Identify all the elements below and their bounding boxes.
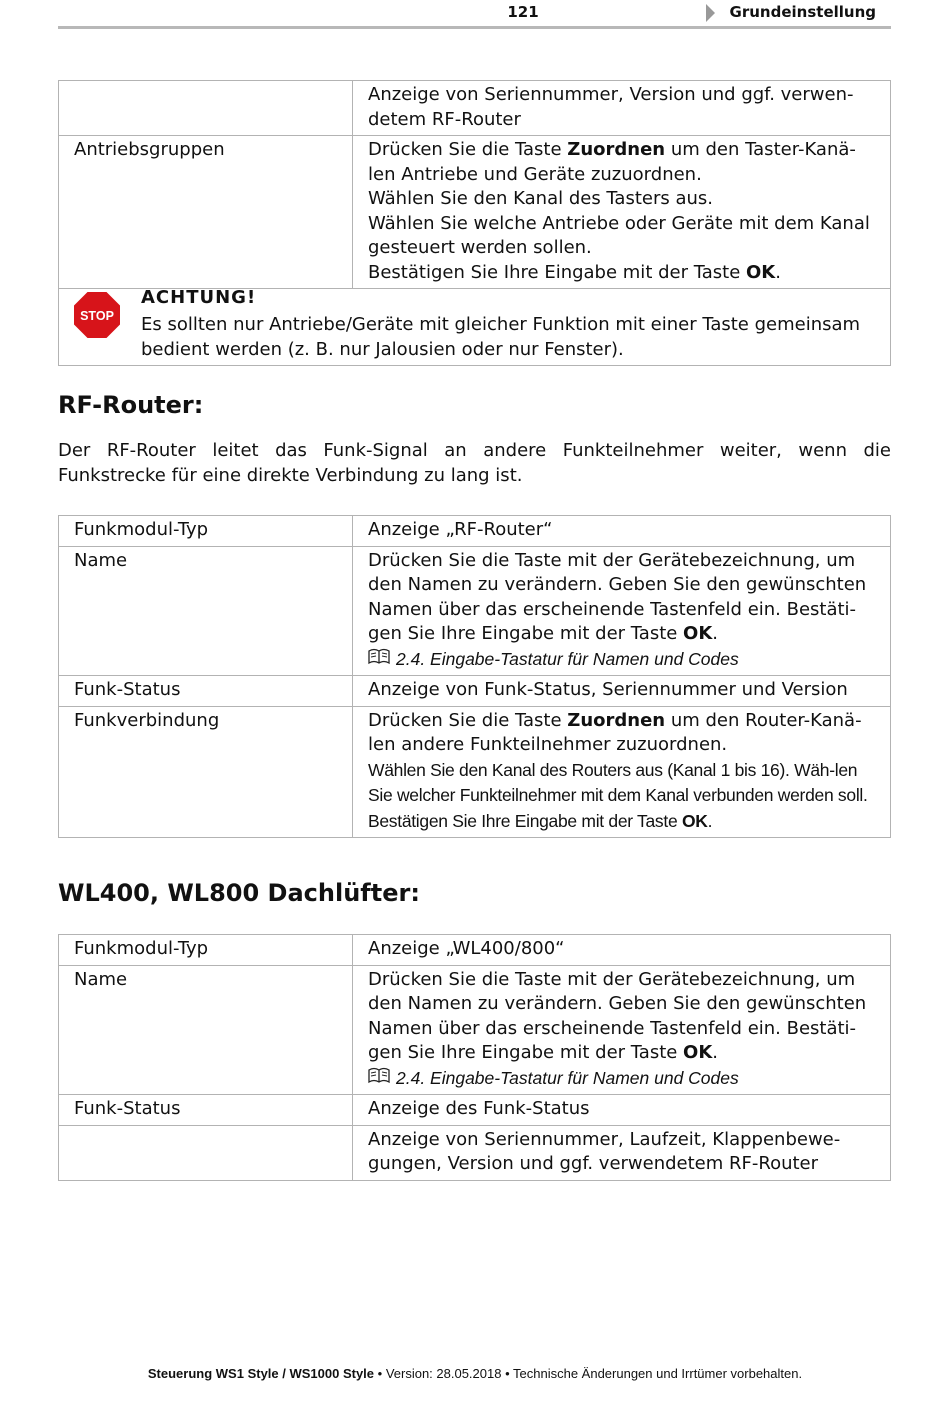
section-arrow-icon [706,4,715,22]
book-icon [368,648,390,665]
table-cell-label: Funkmodul-Typ [59,516,353,547]
wl-heading: WL400, WL800 Dachlüfter: [58,879,420,907]
table-cell-text: Anzeige „WL400/800“ [353,935,891,966]
bold-term: Zuordnen [567,709,666,731]
footer-note: Technische Änderungen und Irrtümer vorbehalten. [513,1366,803,1381]
table-cell-text: Anzeige des Funk-Status [353,1095,891,1126]
footer-separator: • [501,1366,514,1381]
drive-groups-table [58,80,891,289]
table-cell-text [353,706,891,838]
table-cell-label: Name [59,965,353,1095]
table-cell-label: Funkmodul-Typ [59,935,353,966]
table-cell-text: Anzeige von Seriennummer, Laufzeit, Klappenbewe-gungen, Version und ggf. verwendetem RF-Router [353,1125,891,1180]
table-cell-label: Funk-Status [59,676,353,707]
table-row [59,965,891,1095]
table-cell-text: Anzeige von Seriennummer, Version und ggf. verwen-detem RF-Router [353,81,891,136]
warning-box [58,286,891,366]
cross-reference-text: 2.4. Eingabe-Tastatur für Namen und Codes [396,1067,739,1088]
warning-text: Es sollten nur Antriebe/Geräte mit gleicher Funktion mit einer Taste gemeinsam bedient werden (z. B. nur Jalousien oder nur Fenster). [141,314,861,360]
section-title: Grundeinstellung [729,3,876,21]
table-row [59,676,891,707]
warning-title: ACHTUNG! [141,287,257,308]
table-cell-label [59,1125,353,1180]
text-run: Bestätigen Sie Ihre Eingabe mit der Taste [368,261,746,283]
text-run: Wählen Sie den Kanal des Routers aus (Kanal 1 bis 16). Wäh-len Sie welcher Funkteilnehmer mit dem Kanal verbunden werden soll. [368,759,868,805]
table-cell-text [353,965,891,1095]
table-cell-text: Anzeige von Funk-Status, Seriennummer und Version [353,676,891,707]
stop-sign-icon [74,292,120,338]
page-footer [0,1366,950,1381]
table-row [59,1125,891,1180]
text-run: Drücken Sie die Taste mit der Gerätebezeichnung, um den Namen zu verändern. Geben Sie den gewünschten Namen über das erscheinende Tastenfeld ein. Bestäti-gen Sie Ihre Eingabe mit der Taste [368,549,867,644]
text-run: . [707,810,713,831]
table-row [59,1095,891,1126]
table-row [59,546,891,676]
text-run: Wählen Sie den Kanal des Tasters aus. [368,188,714,209]
cross-reference-text: 2.4. Eingabe-Tastatur für Namen und Codes [396,648,739,669]
table-row [59,706,891,838]
table-cell-label: Funkverbindung [59,706,353,838]
wl-table [58,934,891,1181]
cross-reference [368,1068,739,1088]
cross-reference [368,649,739,669]
table-cell-label [59,81,353,136]
bold-term: OK [681,810,708,831]
footer-separator: • [374,1366,386,1381]
text-run: . [775,261,781,283]
text-run: Bestätigen Sie Ihre Eingabe mit der Taste [368,810,682,831]
bold-term: OK [683,1042,713,1063]
table-cell-label: Name [59,546,353,676]
table-row [59,81,891,136]
table-row [59,935,891,966]
table-row [59,516,891,547]
stop-sign-label: STOP [80,309,114,323]
table-cell-text [353,546,891,676]
text-run: um den Router-Kanä-len andere Funkteilnehmer zuzuordnen. [368,709,862,755]
text-run: Drücken Sie die Taste [368,709,568,731]
bold-term: OK [746,261,776,283]
footer-product: Steuerung WS1 Style / WS1000 Style [147,1366,375,1381]
table-cell-label: Antriebsgruppen [59,136,353,289]
rf-router-table [58,515,891,838]
text-run: Wählen Sie welche Antriebe oder Geräte mit dem Kanal gesteuert werden sollen. [368,212,870,258]
text-run: . [712,623,719,644]
book-icon [368,1067,390,1084]
rf-router-intro: Der RF-Router leitet das Funk-Signal an andere Funkteilnehmer weiter, wenn die Funkstrecke für eine direkte Verbindung zu lang ist. [58,440,891,486]
text-run: Drücken Sie die Taste [368,139,568,160]
table-row [59,136,891,289]
page-number: 121 [507,3,539,21]
text-run: . [712,1042,719,1063]
text-run: um den Taster-Kanä-len Antriebe und Geräte zuzuordnen. [368,139,856,185]
table-cell-label: Funk-Status [59,1095,353,1126]
page-header [58,0,891,29]
table-cell-text: Anzeige „RF-Router“ [353,516,891,547]
bold-term: Zuordnen [567,139,666,160]
text-run: Drücken Sie die Taste mit der Gerätebezeichnung, um den Namen zu verändern. Geben Sie den gewünschten Namen über das erscheinende Tastenfeld ein. Bestäti-gen Sie Ihre Eingabe mit der Taste [368,968,867,1063]
bold-term: OK [683,623,713,644]
footer-version: Version: 28.05.2018 [385,1366,502,1381]
rf-router-heading: RF-Router: [58,391,204,419]
table-cell-text [353,136,891,289]
